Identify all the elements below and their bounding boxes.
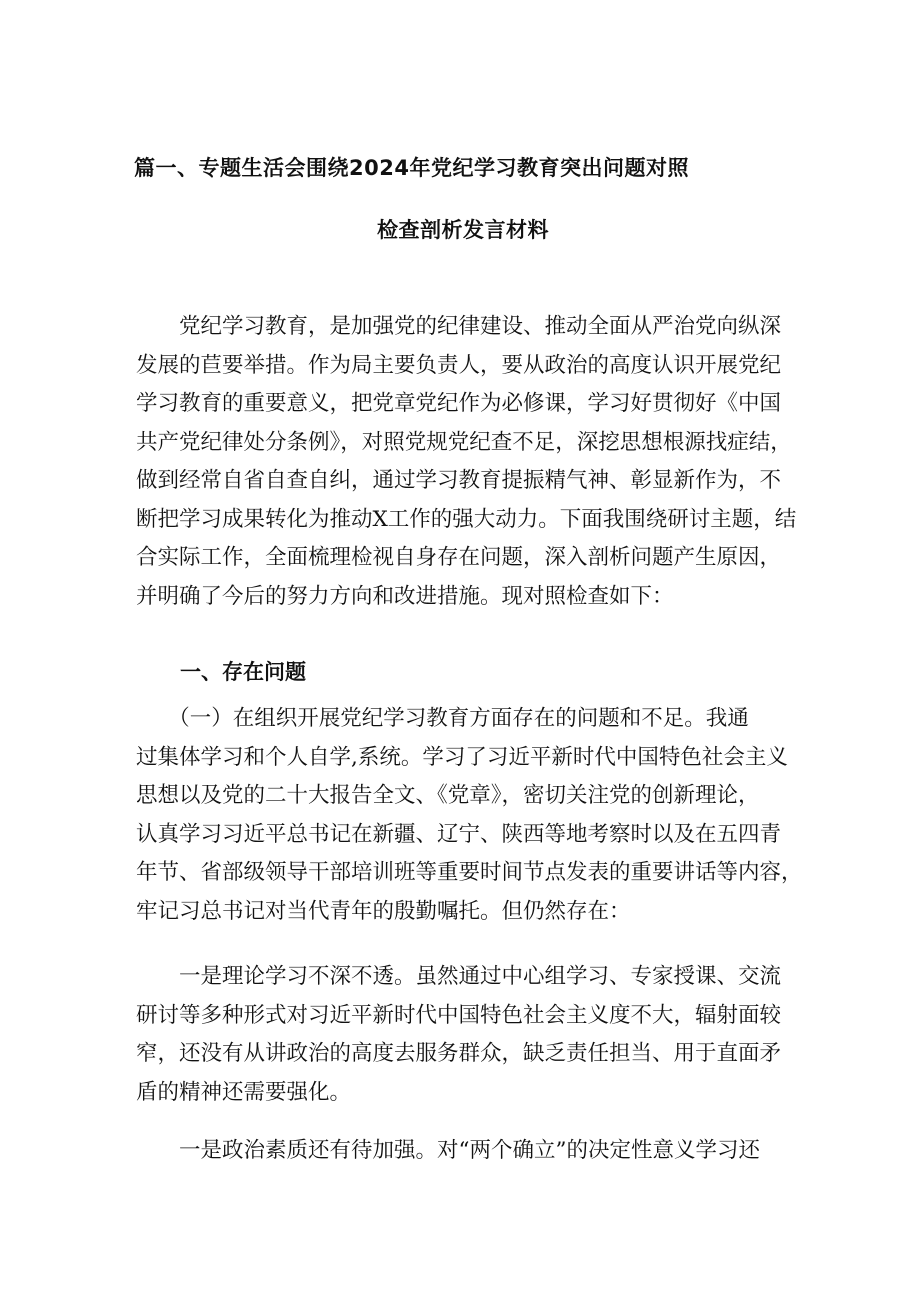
section-1-line: 年节、省部级领导干部培训班等重要时间节点发表的重要讲话等内容， xyxy=(136,860,803,885)
item-2-line: 一是政治素质还有待加强。对“两个确立”的决定性意义学习还 xyxy=(136,1138,760,1163)
section-1-line: 牢记习总书记对当代青年的殷勤嘱托。但仍然存在： xyxy=(136,898,631,924)
document-title-line-1: 篇一、专题生活会围绕2024年党纪学习教育突出问题对照 xyxy=(134,156,689,180)
intro-line: 党纪学习教育，是加强党的纪律建设、推动全面从严治党向纵深 xyxy=(136,314,782,339)
section-1-line: （一）在组织开展党纪学习教育方面存在的问题和不足。我通 xyxy=(136,706,749,731)
item-1-line: 一是理论学习不深不透。虽然通过中心组学习、专家授课、交流 xyxy=(136,964,782,989)
intro-line: 合实际工作，全面梳理检视自身存在问题，深入剖析问题产生原因， xyxy=(136,545,782,570)
intro-line: 学习教育的重要意义，把党章党纪作为必修课，学习好贯彻好《中国 xyxy=(136,391,782,416)
item-1-paragraph xyxy=(136,958,796,1112)
section-1-paragraph xyxy=(136,700,803,931)
intro-line: 断把学习成果转化为推动X工作的强大动力。下面我围绕研讨主题，结 xyxy=(136,506,797,532)
item-1-line: 窄，还没有从讲政治的高度去服务群众，缺乏责任担当、用于直面矛 xyxy=(136,1041,782,1066)
section-heading-problems: 一、存在问题 xyxy=(180,660,306,684)
intro-line: 发展的苣要举措。作为局主要负责人，要从政治的高度认识开展党纪 xyxy=(136,352,782,378)
section-1-line: 思想以及党的二十大报告全文、《党章》，密切关注党的创新理论， xyxy=(136,783,760,808)
item-2-paragraph xyxy=(136,1132,796,1171)
document-title-line-2: 检查剖析发言材料 xyxy=(377,218,549,242)
intro-paragraph xyxy=(136,308,796,616)
section-1-line: 过集体学习和个人自学,系统。学习了习近平新时代中国特色社会主义 xyxy=(136,744,788,770)
section-1-line: 认真学习习近平总书记在新疆、辽宁、陕西等地考察时以及在五四青 xyxy=(136,821,782,847)
item-1-line: 盾的精神还需要强化。 xyxy=(136,1079,352,1105)
intro-line: 并明确了今后的努力方向和改进措施。现对照检查如下： xyxy=(136,583,674,609)
intro-line: 做到经常自省自查自纠，通过学习教育提振精气神、彰显新作为，不 xyxy=(136,468,782,493)
item-1-line: 研讨等多种形式对习近平新时代中国特色社会主义度不大，辐射面较 xyxy=(136,1002,782,1028)
intro-line: 共产党纪律处分条例》，对照党规党纪查不足，深挖思想根源找症结， xyxy=(136,429,792,455)
